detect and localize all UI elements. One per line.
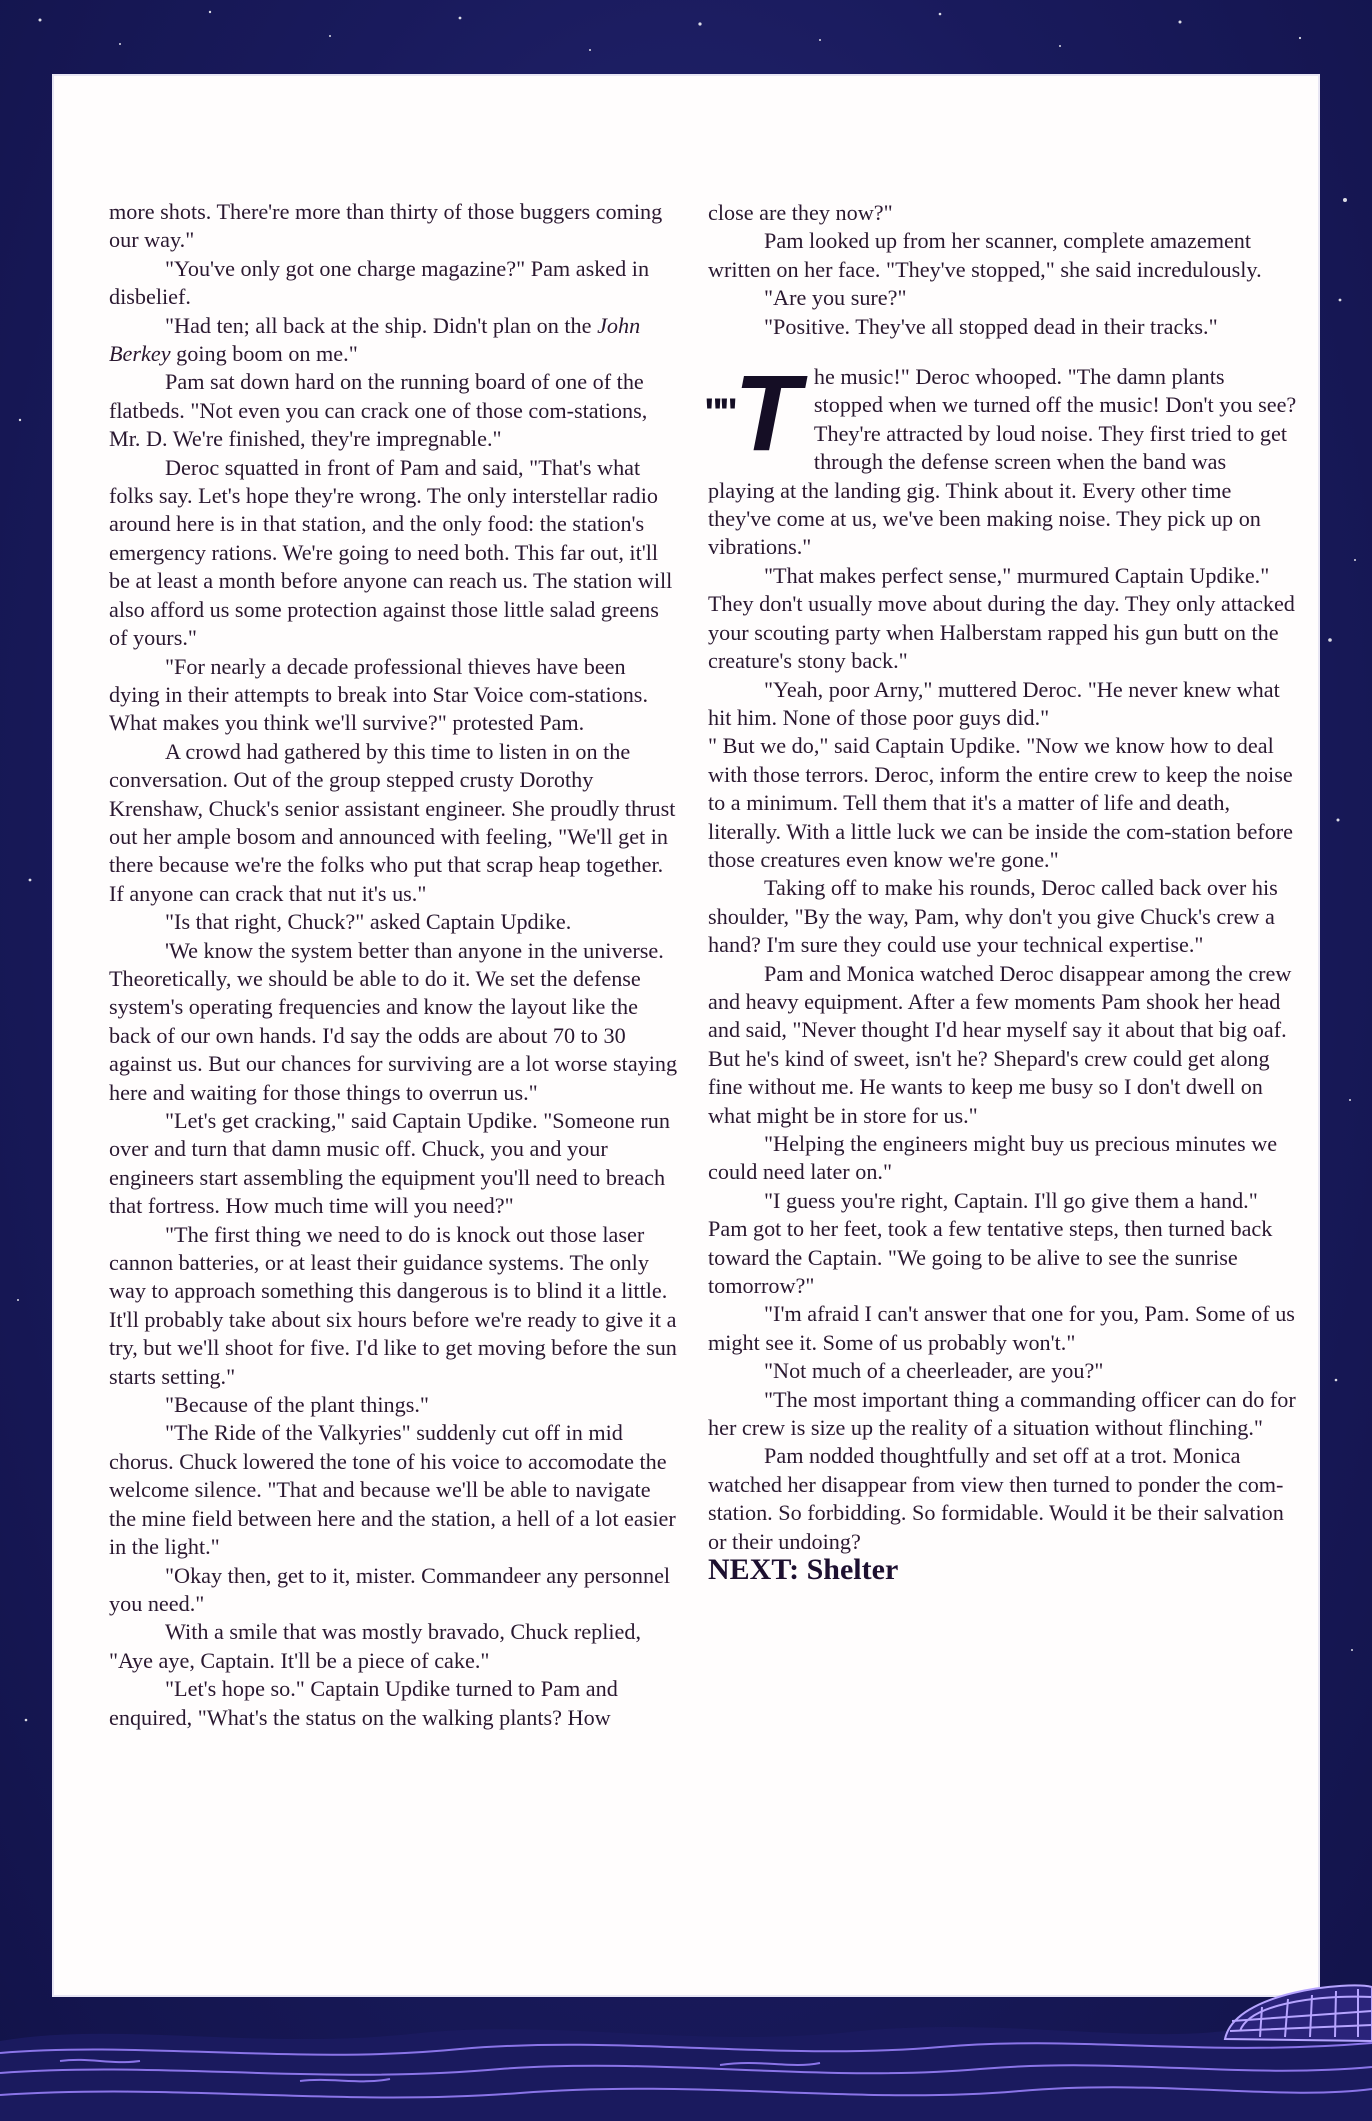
- paragraph: [708, 1357, 1298, 1385]
- paragraph: [708, 1187, 1298, 1301]
- paragraph: [704, 352, 1298, 562]
- paragraph: [708, 313, 1298, 341]
- paragraph: [109, 1618, 681, 1675]
- paragraph-text: "I'm afraid I can't answer that one for you, Pam. Some of us might see it. Some of us probably won't.": [708, 1301, 1295, 1355]
- paragraph-text: more shots. There're more than thirty of those buggers coming our way.": [109, 199, 663, 253]
- paragraph-text: Pam sat down hard on the running board of one of the flatbeds. "Not even you can crack one of those com-stations, Mr. D. We're finished, they're impregnable.": [109, 369, 648, 452]
- paragraph-text: he music!" Deroc whooped. "The damn plants stopped when we turned off the music! Don't you see? They're attracted by loud noise. They first tried to get through the defense screen when the band was playing at the landing gig. Think about it. Every other time they've come at us, we've been making noise. They pick up on vibrations.": [708, 364, 1297, 560]
- paragraph: [708, 1442, 1298, 1556]
- paragraph: [708, 1130, 1298, 1187]
- paragraph: [708, 874, 1298, 959]
- paragraph-text: "Let's hope so." Captain Updike turned to Pam and enquired, "What's the status on the walking plants? How: [109, 1676, 618, 1730]
- paragraph-text: Pam nodded thoughtfully and set off at a trot. Monica watched her disappear from view then turned to ponder the com-station. So forbidding. So formidable. Would it be their salvation or their undoing?: [708, 1443, 1284, 1554]
- paragraph-text: "The most important thing a commanding officer can do for her crew is size up the reality of a situation without flinching.": [708, 1386, 1296, 1441]
- paragraph-text: "Let's get cracking," said Captain Updike. "Someone run over and turn that damn music off. Chuck, you and your engineers start assembling the equipment you'll need to breach that fortress. How much time will you need?": [109, 1108, 670, 1219]
- paragraph-text: Deroc squatted in front of Pam and said, "That's what folks say. Let's hope they're wrong. The only interstellar radio around here is in that station, and the only food: the station's emergency rations. We're going to need both. This far out, it'll be at least a month before anyone can reach us. The station will also afford us some protection against those little salad greens of yours.": [109, 454, 673, 651]
- paragraph: [109, 198, 681, 255]
- paragraph-text: "Positive. They've all stopped dead in their tracks.": [764, 313, 1218, 339]
- paragraph-text: A crowd had gathered by this time to listen in on the conversation. Out of the group stepped crusty Dorothy Krenshaw, Chuck's senior assistant engineer. She proudly thrust out her ample bosom and announced with feeling, "We'll get in there because we're the folks who put that scrap heap together. If anyone can crack that nut it's us.": [109, 738, 676, 906]
- paragraph: [109, 1562, 681, 1619]
- paragraph-text: "You've only got one charge magazine?" Pam asked in disbelief.: [109, 255, 650, 310]
- text-page: [52, 74, 1320, 1997]
- paragraph: [708, 1300, 1298, 1357]
- left-column: [109, 198, 681, 1732]
- paragraph-text: close are they now?": [708, 200, 893, 225]
- paragraph: [109, 738, 681, 908]
- paragraph: [109, 1419, 681, 1561]
- paragraph-text: "Helping the engineers might buy us precious minutes we could need later on.": [708, 1131, 1278, 1185]
- paragraph-text: With a smile that was mostly bravado, Chuck replied, "Aye aye, Captain. It'll be a piece of cake.": [109, 1619, 642, 1673]
- paragraph-text: "Not much of a cheerleader, are you?": [764, 1358, 1104, 1384]
- right-column-bottom: [704, 352, 1298, 1556]
- lunar-horizon-illustration: [0, 1961, 1372, 2121]
- drop-cap-letter: T: [733, 352, 800, 474]
- paragraph: [109, 312, 681, 369]
- paragraph-text: Pam and Monica watched Deroc disappear among the crew and heavy equipment. After a few moments Pam shook her head and said, "Never thought I'd hear myself say it about that big oaf. But he's kind of sweet, isn't he? Shepard's crew could get along fine without me. He wants to keep me busy so I don't dwell on what might be in store for us.": [708, 960, 1292, 1128]
- paragraph-text: " But we do," said Captain Updike. "Now we know how to deal with those terrors. Deroc, inform the entire crew to keep the noise to a minimum. Tell them that it's a matter of life and death, literally. With a little luck we can be inside the com-station before those creatures even know we're gone.": [708, 733, 1294, 872]
- paragraph-text: "Because of the plant things.": [165, 1392, 429, 1418]
- paragraph-text: "That makes perfect sense," murmured Captain Updike." They don't usually move about during the day. They only attacked your scouting party when Halberstam rapped his gun butt on the creature's stony back.": [708, 562, 1295, 674]
- drop-cap: [704, 352, 800, 474]
- drop-cap-quote: "": [704, 391, 734, 436]
- paragraph: [708, 960, 1298, 1130]
- paragraph: [708, 199, 1298, 227]
- paragraph: [109, 653, 681, 738]
- paragraph: [708, 1386, 1298, 1443]
- paragraph: [708, 732, 1298, 874]
- paragraph-text: "Okay then, get to it, mister. Commandeer any personnel you need.": [109, 1562, 671, 1616]
- paragraph-text: going boom on me.": [170, 341, 358, 367]
- paragraph: [109, 368, 681, 453]
- dome-station-icon: [1225, 1985, 1372, 2041]
- paragraph-text: 'We know the system better than anyone in the universe. Theoretically, we should be able to do it. We set the defense system's operating frequencies and know the layout like the back of our own hands. I'd say the odds are about 70 to 30 against us. But our chances for surviving are a lot worse staying here and waiting for those things to overrun us.": [109, 937, 678, 1105]
- paragraph: [708, 562, 1298, 676]
- paragraph-text: "Yeah, poor Arny," muttered Deroc. "He never knew what hit him. None of those poor guys did.": [708, 676, 1280, 730]
- paragraph: [708, 227, 1298, 284]
- paragraph-text: "Are you sure?": [764, 285, 907, 311]
- paragraph: [109, 1391, 681, 1419]
- paragraph-text: "Had ten; all back at the ship. Didn't plan on the: [165, 312, 598, 338]
- right-column: [704, 199, 1298, 1587]
- paragraph: [109, 937, 681, 1107]
- paragraph-text: Pam looked up from her scanner, complete amazement written on her face. "They've stopped," she said incredulously.: [708, 228, 1262, 282]
- paragraph: [109, 1675, 681, 1732]
- paragraph: [109, 1221, 681, 1391]
- paragraph: [708, 676, 1298, 733]
- paragraph: [109, 454, 681, 653]
- paragraph-text: "The Ride of the Valkyries" suddenly cut off in mid chorus. Chuck lowered the tone of his voice to accomodate the welcome silence. "That and because we'll be able to navigate the mine field between here and the station, a hell of a lot easier in the light.": [109, 1420, 676, 1560]
- paragraph-text: "For nearly a decade professional thieves have been dying in their attempts to break into Star Voice com-stations. What makes you think we'll survive?" protested Pam.: [109, 653, 648, 736]
- right-column-top: [708, 199, 1298, 341]
- ship-name: John Berkey: [109, 312, 641, 367]
- paragraph-text: "I guess you're right, Captain. I'll go give them a hand." Pam got to her feet, took a few tentative steps, then turned back toward the Captain. "We going to be alive to see the sunrise tomorrow?": [708, 1187, 1273, 1299]
- paragraph: [708, 284, 1298, 312]
- paragraph: [109, 908, 681, 936]
- next-heading: NEXT: Shelter: [708, 1553, 899, 1587]
- paragraph: [109, 255, 681, 312]
- paragraph-text: "The first thing we need to do is knock out those laser cannon batteries, or at least their guidance systems. The only way to approach something this dangerous is to blind it a little. It'll probably take about six hours before we're ready to give it a try, but we'll shoot for five. I'd like to get moving before the sun starts setting.": [109, 1221, 677, 1389]
- paragraph-text: Taking off to make his rounds, Deroc called back over his shoulder, "By the way, Pam, why don't you give Chuck's crew a hand? I'm sure they could use your technical expertise.": [708, 875, 1278, 958]
- paragraph: [109, 1107, 681, 1221]
- paragraph-text: "Is that right, Chuck?" asked Captain Updike.: [165, 909, 572, 935]
